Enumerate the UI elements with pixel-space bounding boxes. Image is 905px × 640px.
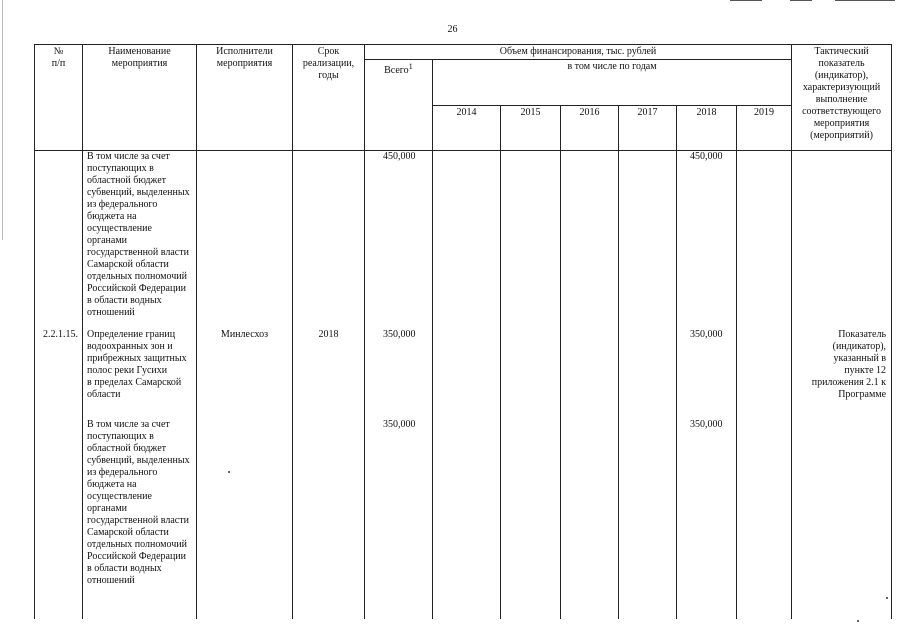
- row-term: [293, 151, 365, 329]
- row-num: [35, 151, 83, 329]
- scan-edge-line: [2, 0, 3, 240]
- row-2015: [501, 419, 561, 619]
- header-funding: Объем финансирования, тыс. рублей: [365, 45, 792, 60]
- row-2016: [561, 329, 619, 419]
- row-indicator: [792, 419, 892, 619]
- row-total: 350,000: [365, 419, 433, 619]
- header-by-years: в том числе по годам: [433, 60, 792, 106]
- row-2019: [737, 151, 792, 329]
- header-year-2014: 2014: [433, 105, 501, 151]
- header-year-2017: 2017: [619, 105, 677, 151]
- row-2019: [737, 329, 792, 419]
- row-indicator: [792, 151, 892, 329]
- header-indicator: Тактический показатель (индикатор), характеризующий выполнение соответствующего мероприятия (мероприятий): [792, 45, 892, 151]
- row-2018: 450,000: [677, 151, 737, 329]
- row-name: Определение границ водоохранных зон и прибрежных защитных полос реки Гусихи в пределах Самарской области: [83, 329, 197, 419]
- row-num: 2.2.1.15.: [35, 329, 83, 419]
- row-2018: 350,000: [677, 329, 737, 419]
- scan-artifact-line: [835, 0, 895, 1]
- row-total: 350,000: [365, 329, 433, 419]
- header-num: № п/п: [35, 45, 83, 151]
- scan-speck: [886, 597, 888, 599]
- scan-speck: [857, 620, 859, 622]
- header-executors: Исполнители мероприятия: [197, 45, 293, 151]
- header-name: Наименование мероприятия: [83, 45, 197, 151]
- page-number: 26: [447, 24, 458, 35]
- row-2017: [619, 419, 677, 619]
- row-2015: [501, 329, 561, 419]
- row-term: 2018: [293, 329, 365, 419]
- scan-artifact-line: [790, 0, 812, 1]
- row-term: [293, 419, 365, 619]
- funding-table: [34, 44, 892, 619]
- row-indicator: Показатель (индикатор), указанный в пункте 12 приложения 2.1 к Программе: [792, 329, 892, 419]
- row-total: 450,000: [365, 151, 433, 329]
- row-num: [35, 419, 83, 619]
- header-year-2018: 2018: [677, 105, 737, 151]
- scan-speck: [228, 471, 230, 473]
- row-executors: Минлесхоз: [197, 329, 293, 419]
- row-2016: [561, 151, 619, 329]
- row-2014: [433, 419, 501, 619]
- header-year-2019: 2019: [737, 105, 792, 151]
- row-2014: [433, 329, 501, 419]
- row-name: В том числе за счет поступающих в областной бюджет субвенций, выделенных из федерального бюджета на осуществление органами государственной власти Самарской области отдельных полномочий Российской Федерации в области водных отношений: [83, 419, 197, 619]
- header-total: [365, 60, 433, 151]
- header-total-label: Всего: [384, 65, 409, 77]
- row-2014: [433, 151, 501, 329]
- row-2016: [561, 419, 619, 619]
- header-year-2015: 2015: [501, 105, 561, 151]
- row-executors: [197, 151, 293, 329]
- scan-artifact-line: [730, 0, 762, 1]
- row-2018: 350,000: [677, 419, 737, 619]
- table-row: [35, 419, 892, 619]
- table-row: [35, 151, 892, 329]
- header-year-2016: 2016: [561, 105, 619, 151]
- row-2017: [619, 329, 677, 419]
- row-name: В том числе за счет поступающих в областной бюджет субвенций, выделенных из федерального бюджета на осуществление органами государственной власти Самарской области отдельных полномочий Российской Федерации в области водных отношений: [83, 151, 197, 329]
- row-2017: [619, 151, 677, 329]
- table-row: [35, 329, 892, 419]
- header-total-footnote: 1: [408, 62, 413, 71]
- row-2019: [737, 419, 792, 619]
- row-executors: [197, 419, 293, 619]
- row-2015: [501, 151, 561, 329]
- header-term: Срок реализации, годы: [293, 45, 365, 151]
